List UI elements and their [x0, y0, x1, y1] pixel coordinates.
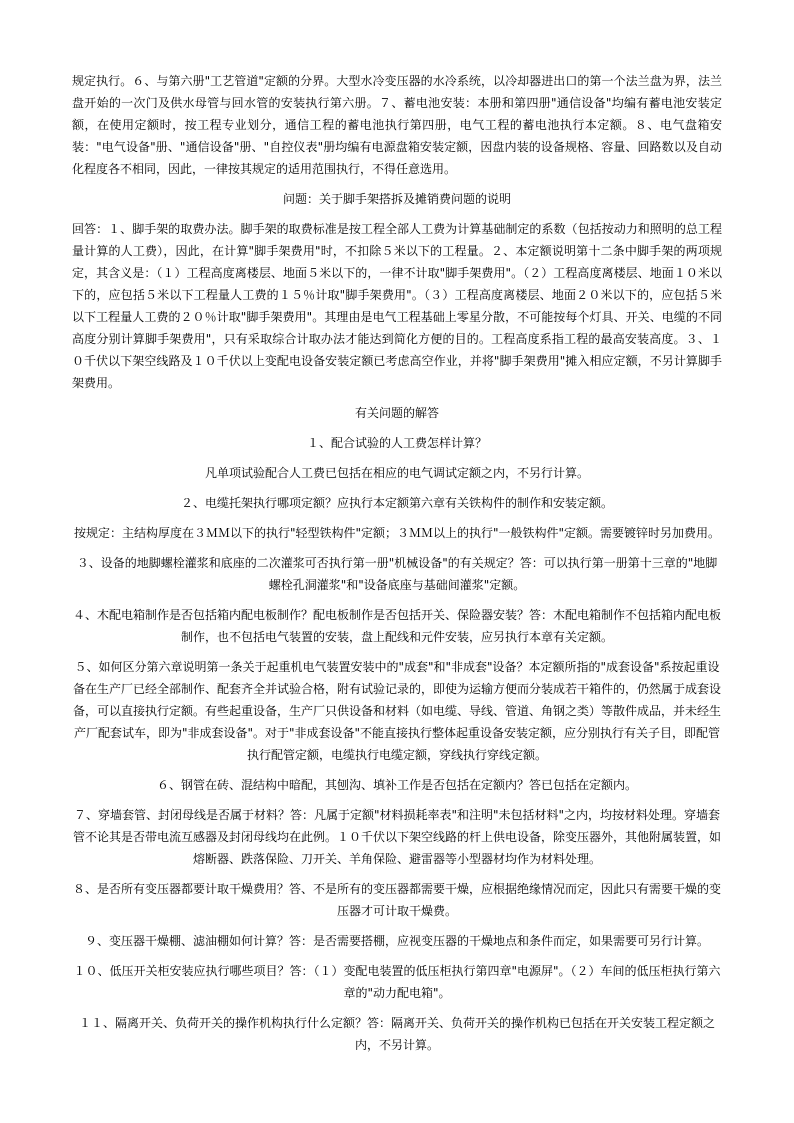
- paragraph: ８、是否所有变压器都要计取干燥费用？答、不是所有的变压器都需要干燥，应根据绝缘情况而定，因此只有需要干燥的变压器才可计取干燥费。: [72, 882, 721, 918]
- paragraph: 凡单项试验配合人工费已包括在相应的电气调试定额之内，不另行计算。: [204, 466, 589, 480]
- paragraph: 规定执行。６、与第六册"工艺管道"定额的分界。大型水冷变压器的水冷系统，以冷却器进出口的第一个法兰盘为界，法兰盘开始的一次门及供水母管与回水管的安装执行第六册。７、蓄电池安装：本册和第四册"通信设备"均编有蓄电池安装定额，在使用定额时，按工程专业划分，通信工程的蓄电池执行第四册，电气工程的蓄电池执行本定额。８、电气盘箱安装："电气设备"册、"通信设备"册、"自控仪表"册均编有电源盘箱安装定额，因盘内装的设备规格、容量、回路数以及自动化程度各不相同，因此，一律按其规定的适用范围执行，不得任意选用。: [72, 74, 722, 176]
- paragraph: 有关问题的解答: [354, 406, 439, 420]
- paragraph: 回答：１、脚手架的取费办法。脚手架的取费标准是按工程全部人工费为计算基础制定的系数（包括按动力和照明的总工程量计算的人工费），因此，在计算"脚手架费用"时，不扣除５米以下的工程量。２、本定额说明第十二条中脚手架的两项规定，其含义是：（１）工程高度离楼层、地面５米以下的，一律不计取"脚手架费用"。（２）工程高度离楼层、地面１０米以下的，应包括５米以下工程量人工费的１５％计取"脚手架费用"。（３）工程高度离楼层、地面２０米以下的，应包括５米以下工程量人工费的２０％计取"脚手架费用"。其理由是电气工程基础上零星分散，不可能按每个灯具、开关、电缆的不同高度分别计算脚手架费用"，只有采取综合计取办法才能达到简化方便的目的。工程高度系指工程的最高安装高度。３、１０千伏以下架空线路及１０千伏以上变配电设备安装定额已考虑高空作业，并将"脚手架费用"摊入相应定额，不另计算脚手架费用。: [72, 222, 722, 390]
- paragraph: ３、设备的地脚螺栓灌浆和底座的二次灌浆可否执行第一册"机械设备"的有关规定？答：可以执行第一册第十三章的"地脚螺栓孔洞灌浆"和"设备底座与基础间灌浆"定额。: [76, 556, 718, 592]
- paragraph: ６、钢管在砖、混结构中暗配，其刨沟、填补工作是否包括在定额内？答已包括在定额内。: [156, 778, 637, 792]
- paragraph: 问题：关于脚手架搭拆及摊销费问题的说明: [282, 192, 511, 206]
- paragraph: 按规定：主结构厚度在３ＭＭ以下的执行"轻型铁构件"定额；３ＭＭ以上的执行"一般铁构件"定额。需要镀锌时另加费用。: [73, 526, 721, 540]
- paragraph: ７、穿墙套管、封闭母线是否属于材料？答：凡属于定额"材料损耗率表"和注明"未包括材料"之内，均按材料处理。穿墙套管不论其是否带电流互感器及封闭母线均在此例。１０千伏以下架空线路的杆上供电设备，除变压器外，其他附属装置，如熔断器、跌落保险、刀开关、羊角保险、避雷器等小型器材均作为材料处理。: [72, 808, 721, 866]
- paragraph: ４、木配电箱制作是否包括箱内配电板制作？配电板制作是否包括开关、保险器安装？答：木配电箱制作不包括箱内配电板制作，也不包括电气装置的安装，盘上配线和元件安装，应另执行本章有关定额。: [72, 608, 721, 644]
- paragraph: ９、变压器干燥棚、滤油棚如何计算？答：是否需要搭棚，应视变压器的干燥地点和条件而定，如果需要可另行计算。: [84, 934, 709, 948]
- paragraph: １、配合试验的人工费怎样计算？: [306, 436, 487, 450]
- paragraph: ２、电缆托架执行哪项定额？应执行本定额第六章有关铁构件的制作和安装定额。: [180, 496, 613, 510]
- paragraph: １０、低压开关柜安装应执行哪些项目？答：（１）变配电装置的低压柜执行第四章"电源屏"。（２）车间的低压柜执行第六章的"动力配电箱"。: [73, 964, 721, 1000]
- document-body: [72, 70, 722, 1056]
- paragraph: ５、如何区分第六章说明第一条关于起重机电气装置安装中的"成套"和"非成套"设备？本定额所指的"成套设备"系按起重设备在生产厂已经全部制作、配套齐全并试验合格，附有试验记录的，即使为运输方便而分装成若干箱件的，仍然属于成套设备，可以直接执行定额。有些起重设备，生产厂只供设备和材料（如电缆、导线、管道、角钢之类）等散件成品，并未经生产厂配套试车，即为"非成套设备"。对于"非成套设备"不能直接执行整体起重设备安装定额，应分别执行有关子目，即配管执行配管定额，电缆执行电缆定额，穿线执行穿线定额。: [72, 660, 721, 762]
- paragraph: １１、隔离开关、负荷开关的操作机构执行什么定额？答：隔离开关、负荷开关的操作机构已包括在开关安装工程定额之内，不另计算。: [78, 1016, 715, 1052]
